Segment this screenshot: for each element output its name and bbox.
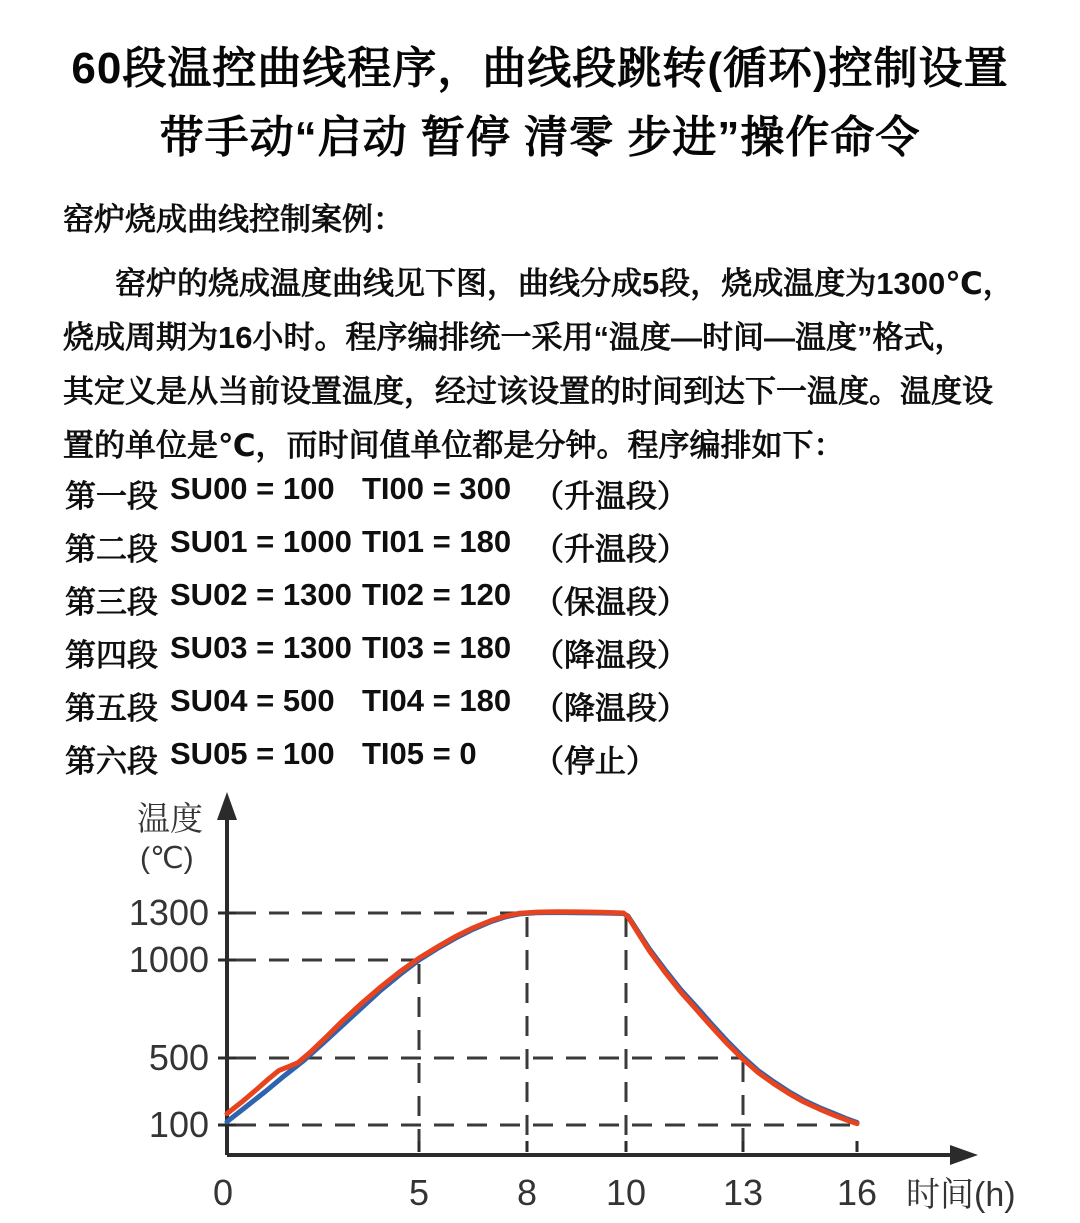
segment-ti-value: TI03 = 180 bbox=[362, 630, 512, 665]
case-heading: 窑炉烧成曲线控制案例： bbox=[63, 202, 404, 237]
blue-curve bbox=[227, 913, 857, 1123]
segment-label: 第四段 bbox=[65, 638, 158, 673]
segment-su-value: SU01 = 1000 bbox=[170, 524, 352, 559]
segment-ti-value: TI04 = 180 bbox=[362, 683, 512, 718]
y-axis-title: 温度 bbox=[137, 800, 203, 837]
segment-label: 第六段 bbox=[65, 744, 158, 779]
y-axis-unit: (℃) bbox=[140, 842, 194, 875]
program-row-4 bbox=[65, 630, 1045, 675]
y-tick-label: 500 bbox=[148, 1037, 209, 1078]
x-tick-label: 0 bbox=[212, 1172, 234, 1213]
segment-ti-value: TI01 = 180 bbox=[362, 524, 512, 559]
temperature-curve-chart bbox=[0, 780, 1080, 1223]
segment-su-value: SU00 = 100 bbox=[170, 471, 335, 506]
x-tick-label: 8 bbox=[516, 1172, 538, 1213]
segment-note: （升温段） bbox=[533, 532, 688, 567]
segment-ti-value: TI00 = 300 bbox=[362, 471, 512, 506]
segment-note: （保温段） bbox=[533, 585, 688, 620]
segment-ti-value: TI02 = 120 bbox=[362, 577, 512, 612]
paragraph-line: 烧成周期为16小时。程序编排统一采用“温度—时间—温度”格式， bbox=[63, 320, 966, 355]
x-tick-label: 5 bbox=[408, 1172, 430, 1213]
paragraph-line: 其定义是从当前设置温度，经过该设置的时间到达下一温度。温度设 bbox=[63, 374, 993, 409]
program-row-1 bbox=[65, 471, 1045, 516]
segment-label: 第五段 bbox=[65, 691, 158, 726]
document-title-line1: 60段温控曲线程序，曲线段跳转(循环)控制设置 bbox=[71, 44, 1009, 93]
segment-su-value: SU04 = 500 bbox=[170, 683, 335, 718]
segment-ti-value: TI05 = 0 bbox=[362, 736, 477, 771]
axes bbox=[217, 792, 978, 1165]
document-title-line2: 带手动“启动 暂停 清零 步进”操作命令 bbox=[159, 113, 921, 162]
segment-su-value: SU02 = 1300 bbox=[170, 577, 352, 612]
segment-label: 第二段 bbox=[65, 532, 158, 567]
paragraph-line: 置的单位是℃，而时间值单位都是分钟。程序编排如下： bbox=[63, 428, 845, 463]
segment-note: （停止） bbox=[533, 744, 657, 779]
axis-labels bbox=[129, 800, 1016, 1214]
program-row-3 bbox=[65, 577, 1045, 622]
x-tick-label: 10 bbox=[605, 1172, 647, 1213]
segment-label: 第三段 bbox=[65, 585, 158, 620]
segment-su-value: SU05 = 100 bbox=[170, 736, 335, 771]
program-row-5 bbox=[65, 683, 1045, 728]
x-tick-label: 16 bbox=[836, 1172, 878, 1213]
y-tick-label: 1000 bbox=[128, 939, 209, 980]
x-axis-title: 时间(h) bbox=[906, 1176, 1016, 1214]
red-curve bbox=[227, 912, 857, 1124]
program-row-6 bbox=[65, 736, 1045, 781]
segment-label: 第一段 bbox=[65, 479, 158, 514]
segment-note: （降温段） bbox=[533, 691, 688, 726]
y-tick-label: 1300 bbox=[128, 892, 209, 933]
axis-ticks bbox=[218, 913, 857, 1152]
program-row-2 bbox=[65, 524, 1045, 569]
segment-su-value: SU03 = 1300 bbox=[170, 630, 352, 665]
x-tick-label: 13 bbox=[722, 1172, 764, 1213]
paragraph-line: 窑炉的烧成温度曲线见下图，曲线分成5段，烧成温度为1300℃， bbox=[115, 266, 1014, 301]
segment-note: （升温段） bbox=[533, 479, 688, 514]
y-tick-label: 100 bbox=[148, 1104, 209, 1145]
segment-note: （降温段） bbox=[533, 638, 688, 673]
